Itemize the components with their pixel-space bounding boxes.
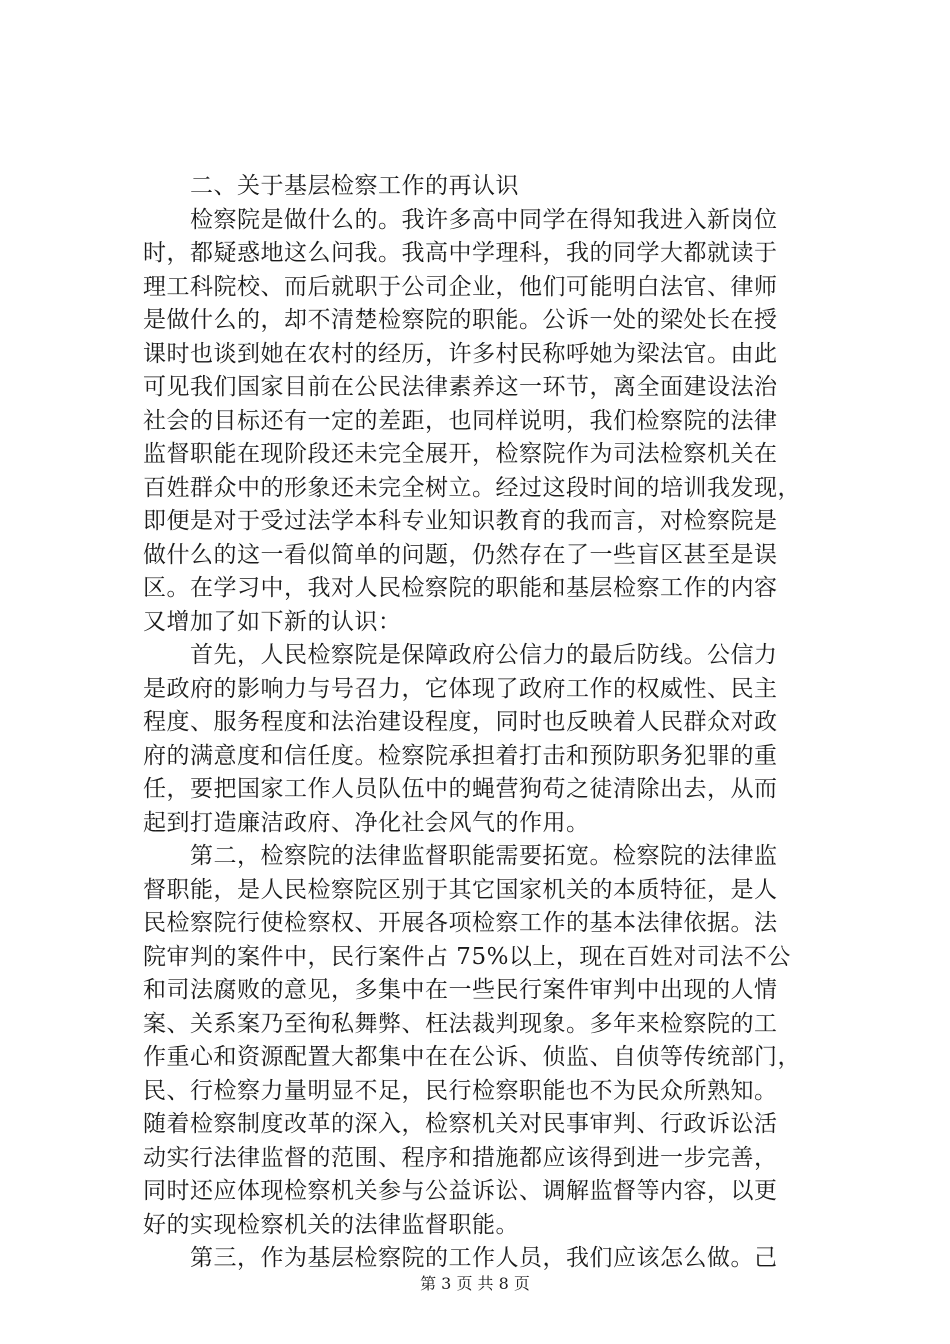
paragraph-line: 督职能，是人民检察院区别于其它国家机关的本质特征，是人 — [143, 876, 778, 903]
paragraph-line: 程度、服务程度和法治建设程度，同时也反映着人民群众对政 — [143, 709, 778, 735]
paragraph-line: 第三，作为基层检察院的工作人员，我们应该怎么做。己 — [190, 1245, 778, 1271]
paragraph-line: 监督职能在现阶段还未完全展开，检察院作为司法检察机关在 — [143, 441, 778, 467]
paragraph-line: 府的满意度和信任度。检察院承担着打击和预防职务犯罪的重 — [143, 742, 778, 769]
paragraph-line: 民检察院行使检察权、开展各项检察工作的基本法律依据。法 — [143, 910, 778, 936]
paragraph-line: 首先，人民检察院是保障政府公信力的最后防线。公信力 — [190, 642, 778, 668]
paragraph-line: 即便是对于受过法学本科专业知识教育的我而言，对检察院是 — [143, 508, 778, 534]
paragraph-line: 可见我们国家目前在公民法律素养这一环节，离全面建设法治 — [143, 374, 778, 400]
section-heading: 二、关于基层检察工作的再认识 — [190, 173, 519, 199]
page-number-footer: 第 3 页 共 8 页 — [420, 1274, 530, 1293]
paragraph-line: 做什么的这一看似简单的问题，仍然存在了一些盲区甚至是误 — [143, 541, 778, 568]
paragraph-line: 起到打造廉洁政府、净化社会风气的作用。 — [143, 809, 590, 836]
paragraph-line: 第二，检察院的法律监督职能需要拓宽。检察院的法律监 — [190, 843, 778, 869]
paragraph-line: 任，要把国家工作人员队伍中的蝇营狗苟之徒清除出去，从而 — [143, 776, 778, 802]
paragraph-line: 动实行法律监督的范围、程序和措施都应该得到进一步完善， — [143, 1144, 778, 1171]
paragraph-line: 区。在学习中，我对人民检察院的职能和基层检察工作的内容 — [143, 575, 778, 601]
paragraph-line: 是做什么的，却不清楚检察院的职能。公诉一处的梁处长在授 — [143, 307, 778, 333]
paragraph-line: 好的实现检察机关的法律监督职能。 — [143, 1211, 519, 1238]
paragraph-line: 时，都疑惑地这么问我。我高中学理科，我的同学大都就读于 — [143, 240, 778, 266]
paragraph-line: 百姓群众中的形象还未完全树立。经过这段时间的培训我发现， — [143, 474, 801, 501]
document-body — [143, 170, 833, 1276]
paragraph-line: 社会的目标还有一定的差距，也同样说明，我们检察院的法律 — [143, 407, 778, 434]
paragraph-line: 作重心和资源配置大都集中在在公诉、侦监、自侦等传统部门， — [143, 1044, 801, 1070]
paragraph-line: 检察院是做什么的。我许多高中同学在得知我进入新岗位 — [190, 206, 778, 233]
paragraph-line: 和司法腐败的意见，多集中在一些民行案件审判中出现的人情 — [143, 977, 778, 1003]
paragraph-line: 理工科院校、而后就职于公司企业，他们可能明白法官、律师 — [143, 273, 778, 300]
paragraph-line: 随着检察制度改革的深入，检察机关对民事审判、行政诉讼活 — [143, 1111, 778, 1137]
paragraph-line: 又增加了如下新的认识： — [143, 608, 402, 635]
paragraph-line: 案、关系案乃至徇私舞弊、枉法裁判现象。多年来检察院的工 — [143, 1010, 778, 1037]
paragraph-line: 院审判的案件中，民行案件占 75%以上，现在百姓对司法不公 — [143, 943, 791, 970]
paragraph-line: 同时还应体现检察机关参与公益诉讼、调解监督等内容，以更 — [143, 1178, 778, 1204]
paragraph-line: 是政府的影响力与号召力，它体现了政府工作的权威性、民主 — [143, 675, 778, 702]
paragraph-line: 民、行检察力量明显不足，民行检察职能也不为民众所熟知。 — [143, 1077, 778, 1104]
paragraph-line: 课时也谈到她在农村的经历，许多村民称呼她为梁法官。由此 — [143, 340, 778, 367]
